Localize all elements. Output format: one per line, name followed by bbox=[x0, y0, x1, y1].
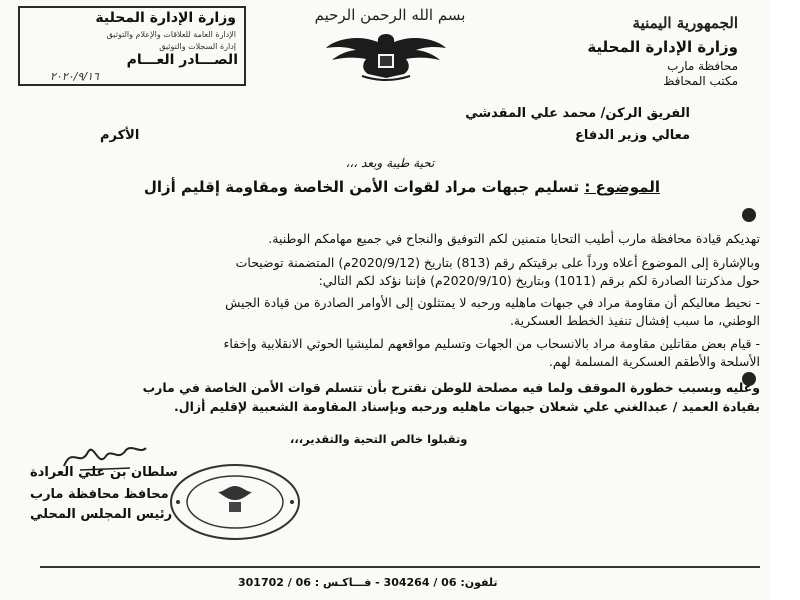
page-margin-right bbox=[770, 0, 800, 600]
stamp-date: ٢٠٢٠/٩/١٦ bbox=[50, 70, 99, 83]
stamp-ministry: وزارة الإدارة المحلية bbox=[95, 10, 236, 26]
signatory-title-1: محافظ محافظة مارب bbox=[30, 487, 169, 502]
closing-thanks: وتقبلوا خالص التحية والتقدير،،، bbox=[290, 432, 468, 446]
governorate-name: محافظة مارب bbox=[667, 59, 738, 73]
conclusion-1: وعليه وبسبب خطورة الموقف ولما فيه مصلحة للوطن نقترح بأن تتسلم قوات الأمن الخاصة في مارب bbox=[142, 380, 760, 395]
paragraph-1: تهديكم قيادة محافظة مارب أطيب التحايا متمنين لكم التوفيق والنجاح في جميع مهامكم الوطنية. bbox=[268, 231, 760, 246]
subject-key: الموضوع : bbox=[584, 178, 660, 196]
registry-stamp-box bbox=[18, 6, 246, 86]
addressee-title: معالي وزير الدفاع bbox=[574, 128, 690, 143]
eagle-emblem-icon bbox=[322, 28, 450, 82]
stamp-records: إدارة السجلات والتوثيق bbox=[159, 42, 236, 51]
footer-divider bbox=[40, 566, 760, 568]
stamp-department: الإدارة العامة للعلاقات والإعلام والتوثيق bbox=[106, 30, 236, 39]
ministry-name: وزارة الإدارة المحلية bbox=[587, 38, 738, 56]
list-item-2: - قيام بعض مقاتلين مقاومة مراد بالانسحاب من الجهات وتسليم مواقعهم لمليشيا الحوثي الانقلابية وإخفاء bbox=[223, 336, 760, 351]
addressee-name: الفريق الركن/ محمد علي المقدشي bbox=[465, 106, 690, 121]
basmala: بسم الله الرحمن الرحيم bbox=[314, 6, 466, 24]
footer-contact: تلفون: 06 / 304264 - فـــاكـس : 06 / 301702 bbox=[238, 576, 498, 589]
republic-name: الجمهورية اليمنية bbox=[632, 14, 738, 32]
subject-line bbox=[120, 178, 660, 196]
list-item-2-cont: الأسلحة والأطقم العسكرية المسلمة لهم. bbox=[548, 354, 760, 369]
letterhead-right bbox=[568, 14, 738, 88]
office-name: مكتب المحافظ bbox=[663, 74, 738, 88]
paragraph-2: وبالإشارة إلى الموضوع أعلاه ورداً على برقيتكم رقم (813) بتاريخ (2020/9/12م) المتضمنة توضيحات bbox=[235, 255, 760, 270]
bullet-dot-icon bbox=[742, 208, 756, 222]
paragraph-3: حول مذكرتنا الصادرة لكم برقم (1011) وبتاريخ (2020/9/10م) فإننا نؤكد لكم التالي: bbox=[318, 273, 760, 288]
signatory-name: سلطان بن علي العرادة bbox=[30, 465, 178, 480]
subject-text: تسليم جبهات مراد لقوات الأمن الخاصة ومقاومة إقليم أزال bbox=[143, 178, 585, 196]
conclusion-2: بقيادة العميد / عبدالغني علي شعلان جبهات ماهليه ورحبه وبإسناد المقاومة الشعبية لإقليم أزال. bbox=[174, 399, 760, 414]
honorific: الأكرم bbox=[100, 128, 140, 143]
signatory-title-2: رئيس المجلس المحلي bbox=[30, 507, 173, 522]
stamp-outgoing: الصـــادر العـــام bbox=[126, 52, 238, 68]
list-item-1: - نحيط معاليكم أن مقاومة مراد في جبهات ماهليه ورحبه لا يمتثلون إلى الأوامر الصادرة من قيادة الجيش bbox=[225, 295, 760, 310]
official-seal-icon bbox=[168, 462, 302, 542]
greeting: تحية طيبة وبعد ،،، bbox=[345, 156, 435, 170]
list-item-1-cont: الوطني، ما سبب إفشال تنفيذ الخطط العسكرية. bbox=[509, 313, 760, 328]
